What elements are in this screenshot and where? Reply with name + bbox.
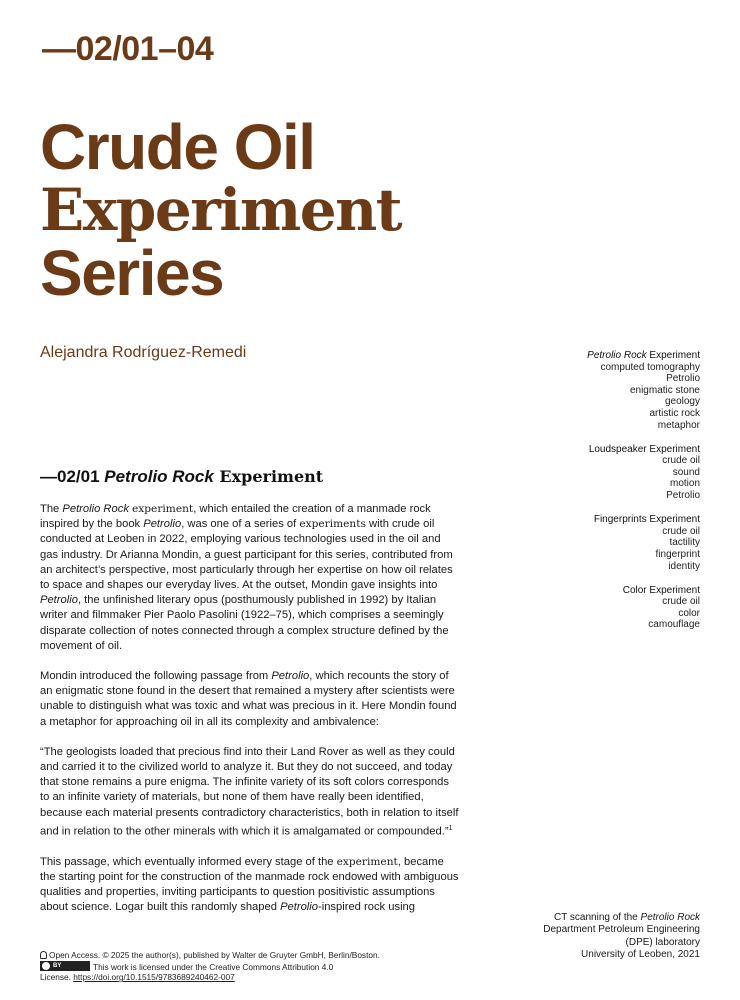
text-run: Petrolio Rock (62, 503, 129, 515)
text-run: Experiment (646, 350, 700, 361)
keyword-group-heading (440, 350, 700, 362)
keyword-group-heading (440, 585, 700, 597)
chapter-title (40, 111, 402, 309)
open-lock-icon (40, 951, 47, 959)
text-run: “The geologists loaded that precious find into their Land Rover as well as they could and carried it to the civilized world to analyze it. But they do not succeed, and today that stone remains a pure enigma. The infinite variety of its soft colors corresponds to an infinite variety of materials, but none of them have really been identified, because each material presents contradictory characteristics, both in relation to itself and in relation to the other minerals with which it is amalgamated or compounded.” (40, 745, 459, 838)
keyword-item: crude oil (662, 596, 700, 608)
quotation (40, 745, 460, 840)
keyword-item: Petrolio (666, 373, 700, 385)
caption-line-4: University of Leoben, 2021 (581, 948, 700, 960)
keyword-group (440, 350, 700, 431)
caption-line-3: (DPE) laboratory (625, 936, 700, 948)
keyword-item: artistic rock (649, 407, 700, 419)
footer-line-2 (40, 961, 460, 973)
text-run: This passage, which eventually informed every stage of the (40, 855, 337, 868)
footer-line-3 (40, 972, 460, 983)
keyword-item: computed tomography (600, 361, 700, 373)
keyword-group (440, 585, 700, 631)
keyword-item: tactility (669, 537, 700, 549)
keyword-item: enigmatic stone (629, 384, 700, 396)
section-heading (40, 467, 323, 487)
keyword-item: metaphor (657, 419, 700, 431)
author-name: Alejandra Rodríguez-Remedi (40, 344, 247, 361)
text-run: CT scanning of the (553, 912, 641, 923)
keyword-group-heading (440, 514, 700, 526)
text-run: Loudspeaker Experiment (588, 443, 700, 455)
text-run: Petrolio (271, 670, 310, 683)
text-run: , which entailed the creation of a manmade rock inspired by the book (40, 503, 431, 531)
paragraph-1 (40, 502, 460, 654)
chapter-number: —02/01–04 (42, 30, 214, 68)
text-run: Color Experiment (622, 584, 700, 596)
doi-link[interactable]: https://doi.org/10.1515/9783689240462-007 (73, 972, 235, 983)
keyword-item: camouflage (648, 619, 700, 631)
keyword-item: crude oil (662, 455, 700, 467)
text-run: -inspired rock using (318, 901, 416, 914)
text-run: experiment (132, 503, 194, 515)
footer-line-1 (40, 950, 460, 961)
text-run: License. (40, 972, 74, 983)
section-title-italic: Petrolio Rock (104, 467, 214, 486)
keyword-item: color (678, 607, 700, 619)
keyword-group-heading (440, 444, 700, 456)
keyword-item: crude oil (662, 525, 700, 537)
text-run: Petrolio Rock (640, 912, 700, 923)
text-run: Petrolio (143, 518, 182, 531)
paragraph-2 (40, 669, 460, 730)
cc-by-badge-icon[interactable] (40, 961, 90, 971)
keyword-item: motion (669, 478, 700, 490)
caption-line-1 (440, 912, 700, 924)
keyword-sidebar (440, 350, 700, 643)
keyword-item: identity (668, 560, 700, 572)
section-number: —02/01 (40, 467, 105, 486)
keyword-group (440, 444, 700, 502)
keyword-item: sound (672, 466, 700, 478)
text-run: Petrolio (40, 594, 78, 607)
title-line-1: Crude Oil (40, 111, 315, 183)
text-run: experiment (336, 855, 398, 868)
text-run: Petrolio (280, 901, 318, 914)
image-caption (440, 912, 700, 961)
caption-line-2: Department Petroleum Engineering (543, 924, 700, 936)
text-run: experiments (299, 518, 366, 531)
license-footer (40, 950, 460, 983)
section-title-rest: Experiment (213, 467, 324, 486)
text-run: with crude oil conducted at Leoben in 2022, employing various technologies used in the oil and gas industry. Dr Arianna Mondin, a guest participant for this series, contributed from an architect’s perspective, most particularly through her expertise on how oil relates to space and shapes our everyday lives. At the outset, Mondin gave insights into (40, 518, 453, 592)
title-line-2: Experiment (40, 176, 402, 244)
text-run: , became the starting point for the construction of the manmade rock endowed with ambiguous qualities and properties, inviting participants to question positivistic assumptions about science. Logar built this randomly shaped (40, 855, 459, 914)
text-run: The (40, 503, 63, 515)
body-text (40, 502, 460, 931)
text-run: , which recounts the story of an enigmatic stone found in the desert that remained a mystery after scientists were unable to distinguish what was toxic and what was precious in it. Here Mondin found a metaphor for approaching oil in all its complexity and ambivalence: (40, 670, 457, 728)
text-run: Mondin introduced the following passage from (40, 670, 272, 683)
keyword-group (440, 514, 700, 572)
text-run: , the unfinished literary opus (posthumously published in 1992) by Italian writer and filmmaker Pier Paolo Pasolini (1922–75), which comprises a seemingly disparate collection of notes connected through a complex structure defined by the movement of oil. (40, 594, 449, 652)
keyword-item: geology (664, 396, 700, 408)
text-run: This work is licensed under the Creative Commons Attribution 4.0 (93, 961, 334, 972)
text-run: Fingerprints Experiment (593, 514, 700, 526)
text-run: Petrolio Rock (587, 350, 647, 361)
keyword-item: Petrolio (666, 490, 700, 502)
keyword-item: fingerprint (655, 548, 700, 560)
text-run: Open Access. © 2025 the author(s), published by Walter de Gruyter GmbH, Berlin/Boston. (49, 950, 380, 960)
title-line-3: Series (40, 237, 224, 309)
footnote-marker[interactable]: 1 (448, 824, 453, 832)
text-run: , was one of a series of (181, 518, 300, 531)
paragraph-4 (40, 855, 460, 916)
